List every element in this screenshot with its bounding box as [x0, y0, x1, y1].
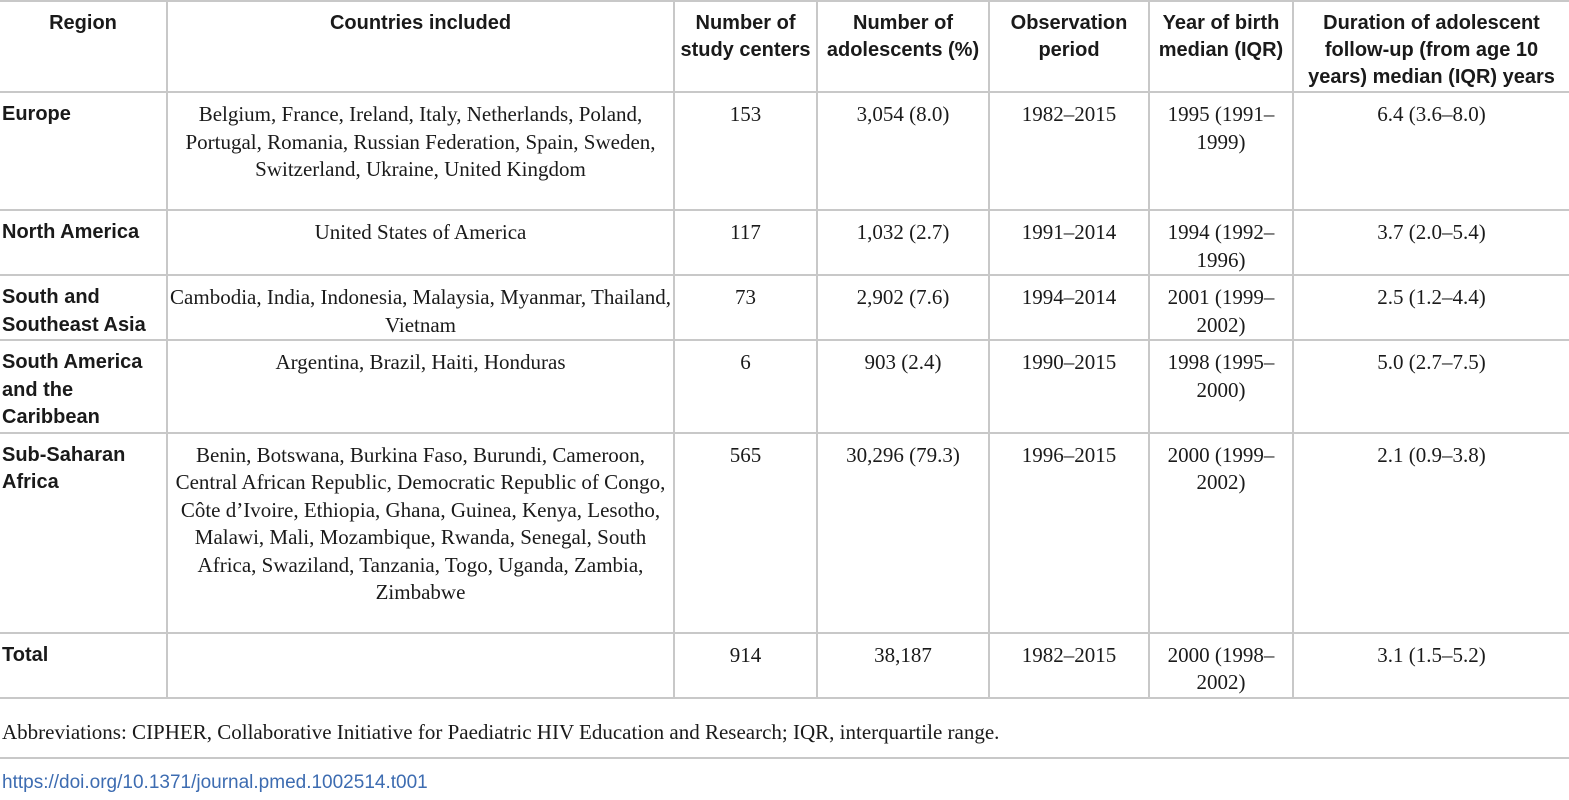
- header-observation-period: Observation period: [989, 1, 1149, 92]
- study-centers-cell: 565: [674, 433, 817, 633]
- adolescents-cell: 30,296 (79.3): [817, 433, 989, 633]
- countries-cell: [167, 633, 674, 698]
- follow-up-duration-cell: 2.1 (0.9–3.8): [1293, 433, 1569, 633]
- countries-cell: Cambodia, India, Indonesia, Malaysia, Myanmar, Thailand, Vietnam: [167, 275, 674, 340]
- table-row: [0, 92, 1569, 210]
- year-of-birth-cell: 2000 (1998–2002): [1149, 633, 1293, 698]
- table-row: [0, 433, 1569, 633]
- year-of-birth-cell: 1995 (1991–1999): [1149, 92, 1293, 210]
- total-row: [0, 633, 1569, 698]
- observation-period-cell: 1982–2015: [989, 92, 1149, 210]
- header-countries: Countries included: [167, 1, 674, 92]
- follow-up-duration-cell: 5.0 (2.7–7.5): [1293, 340, 1569, 433]
- countries-cell: Belgium, France, Ireland, Italy, Netherlands, Poland, Portugal, Romania, Russian Federation, Spain, Sweden, Switzerland, Ukraine, United Kingdom: [167, 92, 674, 210]
- footer-divider: [0, 757, 1569, 759]
- doi-link[interactable]: https://doi.org/10.1371/journal.pmed.1002514.t001: [2, 772, 428, 793]
- adolescents-cell: 38,187: [817, 633, 989, 698]
- header-year-of-birth: Year of birth median (IQR): [1149, 1, 1293, 92]
- follow-up-duration-cell: 6.4 (3.6–8.0): [1293, 92, 1569, 210]
- header-region: Region: [0, 1, 167, 92]
- follow-up-duration-cell: 3.1 (1.5–5.2): [1293, 633, 1569, 698]
- study-centers-cell: 6: [674, 340, 817, 433]
- countries-cell: Benin, Botswana, Burkina Faso, Burundi, Cameroon, Central African Republic, Democratic Republic of Congo, Côte d’Ivoire, Ethiopia, Ghana, Guinea, Kenya, Lesotho, Malawi, Mali, Mozambique, Rwanda, Senegal, South Africa, Swaziland, Tanzania, Togo, Uganda, Zambia, Zimbabwe: [167, 433, 674, 633]
- region-cell: Europe: [0, 92, 167, 210]
- table-row: [0, 275, 1569, 340]
- observation-period-cell: 1990–2015: [989, 340, 1149, 433]
- table-footnote: Abbreviations: CIPHER, Collaborative Initiative for Paediatric HIV Education and Research; IQR, interquartile range.: [2, 720, 1000, 744]
- header-adolescents: Number of adolescents (%): [817, 1, 989, 92]
- region-cell: Total: [0, 633, 167, 698]
- region-cell: South America and the Caribbean: [0, 340, 167, 433]
- header-study-centers: Number of study centers: [674, 1, 817, 92]
- table-row: [0, 340, 1569, 433]
- adolescents-cell: 3,054 (8.0): [817, 92, 989, 210]
- observation-period-cell: 1994–2014: [989, 275, 1149, 340]
- observation-period-cell: 1996–2015: [989, 433, 1149, 633]
- adolescents-cell: 1,032 (2.7): [817, 210, 989, 275]
- year-of-birth-cell: 1994 (1992–1996): [1149, 210, 1293, 275]
- study-centers-cell: 117: [674, 210, 817, 275]
- year-of-birth-cell: 2001 (1999–2002): [1149, 275, 1293, 340]
- region-cell: South and Southeast Asia: [0, 275, 167, 340]
- region-cell: North America: [0, 210, 167, 275]
- region-cell: Sub-Saharan Africa: [0, 433, 167, 633]
- observation-period-cell: 1982–2015: [989, 633, 1149, 698]
- follow-up-duration-cell: 2.5 (1.2–4.4): [1293, 275, 1569, 340]
- adolescents-cell: 2,902 (7.6): [817, 275, 989, 340]
- follow-up-duration-cell: 3.7 (2.0–5.4): [1293, 210, 1569, 275]
- year-of-birth-cell: 2000 (1999–2002): [1149, 433, 1293, 633]
- study-centers-cell: 153: [674, 92, 817, 210]
- year-of-birth-cell: 1998 (1995–2000): [1149, 340, 1293, 433]
- observation-period-cell: 1991–2014: [989, 210, 1149, 275]
- table-row: [0, 210, 1569, 275]
- header-row: [0, 1, 1569, 92]
- study-centers-cell: 73: [674, 275, 817, 340]
- countries-cell: Argentina, Brazil, Haiti, Honduras: [167, 340, 674, 433]
- header-follow-up-duration: Duration of adolescent follow-up (from age 10 years) median (IQR) years: [1293, 1, 1569, 92]
- adolescents-cell: 903 (2.4): [817, 340, 989, 433]
- countries-cell: United States of America: [167, 210, 674, 275]
- study-centers-cell: 914: [674, 633, 817, 698]
